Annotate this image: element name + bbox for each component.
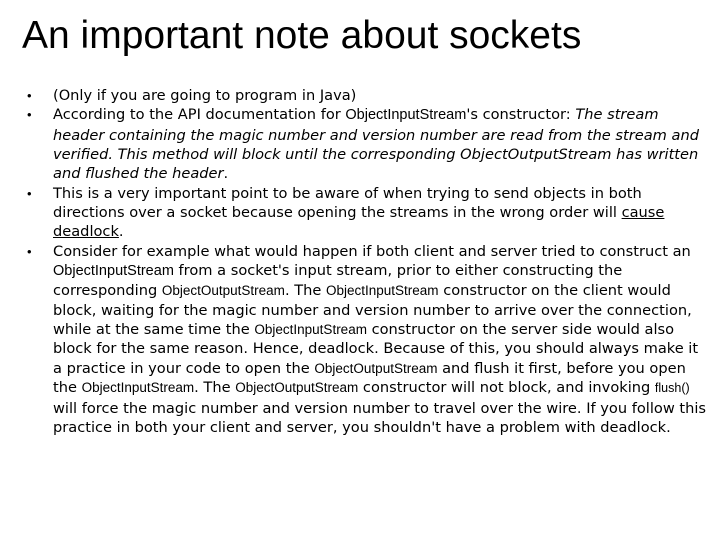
class-name: ObjectOutputStream <box>235 380 359 396</box>
bullet-text: from a socket's input stream, prior to either constructing the corresponding <box>53 262 623 300</box>
bullet-text: . The <box>284 282 326 300</box>
bullet-text: . The <box>194 379 236 397</box>
bullet-dot: • <box>27 88 32 103</box>
bullet-text: will force the magic number and version number to travel over the wire. If you follow this practice in both your client and server, you shouldn't have a problem with deadlock. <box>53 399 707 436</box>
bullet-item <box>27 184 711 242</box>
class-name: ObjectOutputStream <box>314 360 438 376</box>
bullet-text: constructor on the client would block, waiting for the magic number and version number to arrive over the connection, while at the same time the <box>53 282 692 339</box>
class-name: ObjectOutputStream <box>161 283 285 299</box>
bullet-text: constructor on the server side would also block for the same reason. Hence, deadlock. Because of this, you should always make it a practice in your code to open the <box>53 321 699 377</box>
bullet-item <box>27 86 711 105</box>
bullet-dot: • <box>27 243 32 259</box>
bullet-text: . <box>118 223 124 241</box>
bullet-text: and flush it first, before you open the <box>53 359 686 397</box>
class-name: ObjectInputStream <box>254 322 367 338</box>
bullet-text: This is a very important point to be aware of when trying to send objects in both directions over a socket because opening the streams in the wrong order will <box>53 184 642 222</box>
bullet-dot: • <box>27 185 32 201</box>
method-name: flush() <box>654 381 690 396</box>
bullet-text: Consider for example what would happen if both client and server tried to construct an <box>53 242 691 260</box>
quoted-documentation: The stream header containing the magic number and version number are read from the stream and verified. This method will block until the corresponding ObjectOutputStream has written and flushed the header <box>53 106 699 183</box>
bullet-text: 's constructor: <box>466 106 576 124</box>
bullet-text: constructor will not block, and invoking <box>358 379 655 397</box>
bullet-text: (Only if you are going to program in Java) <box>53 87 357 104</box>
bullet-dot: • <box>27 107 32 123</box>
bullet-text: . <box>223 165 229 183</box>
bullet-item <box>27 242 711 437</box>
bullet-item <box>27 105 711 183</box>
bullet-list <box>27 86 711 437</box>
class-name: ObjectInputStream <box>326 283 439 299</box>
class-name: ObjectInputStream <box>81 380 195 396</box>
slide-title: An important note about sockets <box>22 14 582 57</box>
deadlock-link[interactable]: cause deadlock <box>53 204 665 241</box>
class-name: ObjectInputStream <box>53 263 174 280</box>
bullet-text: According to the API documentation for <box>53 106 346 124</box>
class-name: ObjectInputStream <box>345 107 467 124</box>
